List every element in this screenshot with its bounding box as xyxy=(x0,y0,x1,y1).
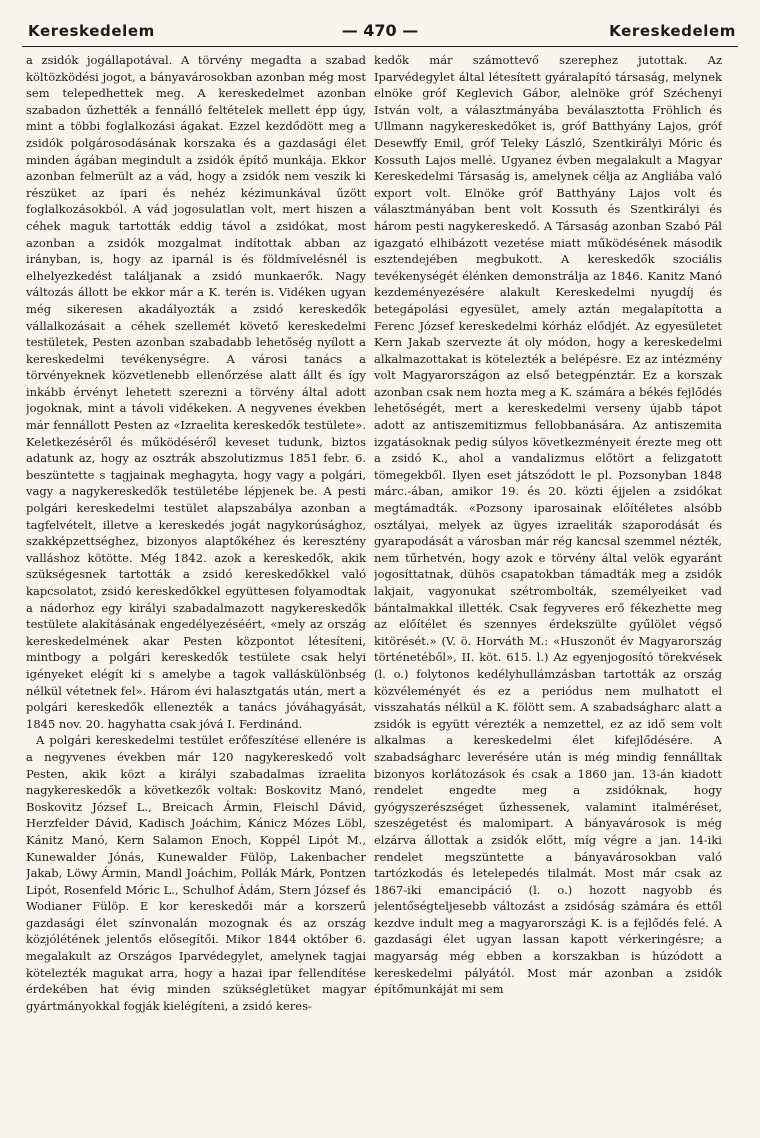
running-header xyxy=(22,18,738,47)
right-column xyxy=(374,52,722,1132)
paragraph: kedők már számottevő szerephez jutottak. Az Iparvédegylet által létesített gyáralapító társaság, melynek elnöke gróf Keglevich Gábor, alelnöke gróf Széchenyi István volt, a választmányába beválasztotta Fröhlich és Ullmann nagykereskedőket is, gróf Batthyány Lajos, gróf Desewffy Emil, gróf Teleky László, Szentkirályi Móric és Kossuth Lajos mellé. Ugyanez évben megalakult a Magyar Kereskedelmi Társaság is, amelynek célja az Angliába való export volt. Elnöke gróf Batthyány Lajos volt és választmányában bent volt Kossuth és Szentkirályi és három pesti nagykereskedő. A Társaság azonban Szabó Pál igazgató elhibázott vezetése miatt működésének második esztendejében megbukott. A kereskedők szociális tevékenységét élénken demonstrálja az 1846. Kanitz Manó kezdeményezésére alakult Kereskedelmi nyugdíj és betegápolási egyesület, amely aztán megalapította a Ferenc József kereskedelmi kórház elődjét. Az egyesületet Kern Jakab szervezte át oly módon, hogy a kereskedelmi alkalmazottakat is kötelezték a belépésre. Ez az intézmény volt Magyarországon az első betegpénztár. Ez a korszak azonban csak nem hozta meg a K. számára a békés fejlődés lehetőségét, mert a kereskedelmi verseny újabb tápot adott az antiszemitizmus fellobbanására. Az antiszemita izgatásoknak pedig súlyos következményeit érezte meg ott a zsidó K., ahol a vandalizmus előtört a felizgatott tömegekből. Ilyen eset játszódott le pl. Pozsonyban 1848 márc.-ában, amikor 19. és 20. közti éjjelen a zsidókat megtámadták. «Pozsony iparosainak előítéletes alsóbb osztályai, melyek az ügyes izraeliták szaporodását és gyarapodását a városban már rég kancsal szemmel nézték, nem tűrhetvén, hogy azok e törvény által velök egyaránt jogosíttatnak, dühös csapatokban támadták meg a zsidók lakjait, vagyonukat szétrombolták, személyeiket vad bántalmakkal illették. Csak fegyveres erő fékezhette meg az előítélet és szennyes érdekszülte gyűlölet végső kitörését.» (V. ö. Horváth M.: «Huszonöt év Magyarország történetéből», II. köt. 615. l.) Az egyenjogosító törekvések (l. o.) folytonos kedélyhullámzásban tartották az ország közvéleményét és ez a periódus nem mulhatott el visszahatás nélkül a K. fölött sem. A szabadságharc alatt a zsidók is együtt vérezték a nemzettel, ez az idő sem volt alkalmas a kereskedelmi élet kifejlődésére. A szabadságharc leverésére után is még mindig fennálltak bizonyos korlátozások és csak a 1860 jan. 13-án kiadott rendelet engedte meg a zsidóknak, hogy gyógyszerészséget űzhessenek, valamint italméréset, szeszégetést és malomipart. A bányavárosok is még elzárva állottak a zsidók előtt, míg végre a jan. 14-iki rendelet megszüntette a bányavárosokban való tartózkodás és letelepedés tilalmát. Most már csak az 1867-iki emancipáció (l. o.) hozott nagyobb és jelentőségteljesebb változást a zsidóság számára és ettől kezdve indult meg a magyarországi K. is a fejlődés felé. A gazdasági élet ugyan lassan kapott vérkeringésre; a magyarság még ebben a korszakban is húzódott a kereskedelmi pályától. Most már azonban a zsidók építőmunkáját mi sem xyxy=(374,53,722,997)
paragraph: A polgári kereskedelmi testület erőfeszítése ellenére is a negyvenes években már 120 nagykereskedő volt Pesten, akik közt a királyi szabadalmas izraelita nagykereskedők a következők voltak: Boskovitz Manó, Boskovitz József L., Breicach Ármin, Fleischl Dávid, Herzfelder Dávid, Kadisch Joáchim, Kánicz Mózes Löbl, Kánitz Manó, Kern Salamon Enoch, Koppél Lipót M., Kunewalder Jónás, Kunewalder Fülöp, Lakenbacher Jakab, Löwy Ármin, Mandl Joáchim, Pollák Márk, Pontzen Lipót, Rosenfeld Móric L., Schulhof Ádám, Stern József és Wodianer Fülöp. E kor kereskedői már a korszerű gazdasági élet színvonalán mozognak és az ország közjólétének jelentős elősegítői. Mikor 1844 október 6. megalakult az Országos Iparvédegylet, amelynek tagjai kötelezték magukat arra, hogy a hazai ipar fellendítése érdekében hat évig minden szükségletüket magyar gyártmányokkal fogják kielégíteni, a zsidó keres- xyxy=(26,733,366,1013)
paragraph: a zsidók jogállapotával. A törvény megadta a szabad költözködési jogot, a bányavárosokban azonban még most sem telepedhettek meg. A kereskedelmet azonban szabadon űzhették a fennálló feltételek mellett épp úgy, mint a többi foglalkozási ágakat. Ezzel kezdődött meg a zsidók polgárosodásának korszaka és a gazdasági élet minden ágában megindult a zsidók építő munkája. Ekkor azonban felmerült az a vád, hogy a zsidók nem veszik ki részüket az ipari és nehéz kézimunkával űzött foglalkozásokból. A vád jogosulatlan volt, mert hiszen a céhek maguk tartották eddig távol a zsidókat, most azonban a zsidók mozgalmat indítottak abban az irányban, is, hogy az iparnál is és földmívelésnél is elhelyezkedést találjanak a zsidó munkaerők. Nagy változás állott be ekkor már a K. terén is. Vidéken ugyan még sikeresen akadályozták a zsidó kereskedők vállalkozásait a céhek szellemét követő kereskedelmi testületek, Pesten azonban szabadabb lehetőség nyílott a kereskedelmi tevékenységre. A városi tanács a törvényeknek közvetlenebb ellenőrzése alatt állt és így inkább érvényt lehetett szerezni a törvény által adott jogoknak, mint a távoli vidékeken. A negyvenes években már fennállott Pesten az «Izraelita kereskedők testülete». Keletkezéséről és működéséről keveset tudunk, biztos adatunk az, hogy az osztrák abszolutizmus 1851 febr. 6. beszüntette s tagjainak meghagyta, hogy vagy a polgári, vagy a nagykereskedők testületébe lépjenek be. A pesti polgári kereskedelmi testület alapszabálya azonban a tagfelvételt, illetve a kereskedés jogát nagykorúsághoz, szakképzettséghez, bizonyos alaptőkéhez és keresztény valláshoz kötötte. Még 1842. azok a kereskedők, akik szükségesnek tartották a zsidó kereskedőkkel való kapcsolatot, zsidó kereskedőkkel együttesen folyamodtak a nádorhoz egy királyi szabadalmazott nagykereskedők testülete alakításának engedélyezéséért, «mely az ország kereskedelmének akar Pesten központot létesíteni, mintbogy a polgári kereskedők testülete csak helyi igényeket elégít ki s amelybe a tagok valláskülönbség nélkül vétetnek fel». Három évi halasztgatás után, mert a polgári kereskedők ellenezték a tanács jóváhagyását, 1845 nov. 20. hagyhatta csak jóvá I. Ferdinánd. xyxy=(26,53,366,731)
header-left-title: Kereskedelem xyxy=(28,22,155,40)
page-number: — 470 — xyxy=(341,21,419,40)
left-column xyxy=(26,52,366,1132)
header-right-title: Kereskedelem xyxy=(609,22,736,40)
